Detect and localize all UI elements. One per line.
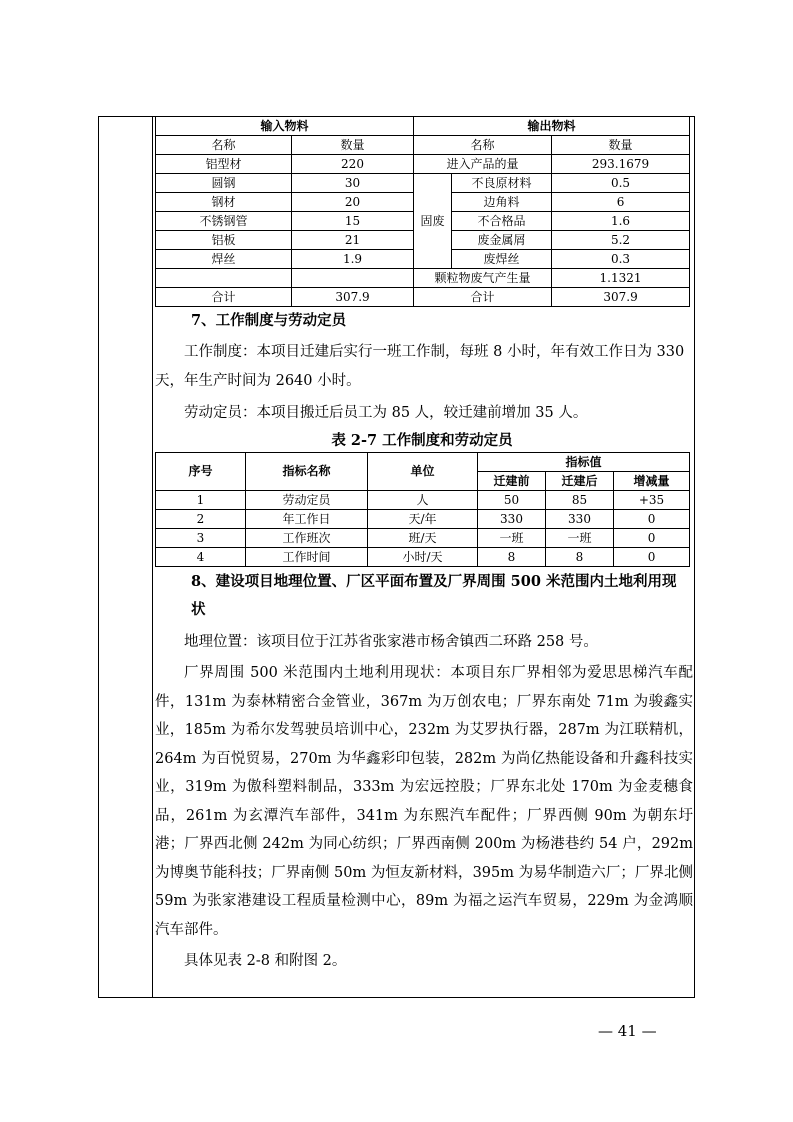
out-col-name: 名称 xyxy=(414,136,552,155)
in-name: 焊丝 xyxy=(156,250,292,269)
total-out-label: 合计 xyxy=(414,288,552,307)
frame-divider xyxy=(152,116,153,998)
section7-heading: 7、工作制度与劳动定员 xyxy=(191,312,347,329)
h-value: 指标值 xyxy=(478,452,690,471)
row-change: 0 xyxy=(614,509,690,528)
section8-heading: 8、建设项目地理位置、厂区平面布置及厂界周围 500 米范围内土地利用现状 xyxy=(191,572,677,618)
out-qty: 1.6 xyxy=(552,212,690,231)
out-qty: 0.5 xyxy=(552,174,690,193)
row-unit: 人 xyxy=(368,490,478,509)
in-name xyxy=(156,269,292,288)
row-change: 0 xyxy=(614,528,690,547)
solid-waste-group: 固废 xyxy=(414,174,452,269)
table-row xyxy=(156,547,690,566)
row-name: 年工作日 xyxy=(246,509,368,528)
row-after: 一班 xyxy=(546,528,614,547)
row-after: 8 xyxy=(546,547,614,566)
section8-para2: 厂界周围 500 米范围内土地利用现状：本项目东厂界相邻为爱思思梯汽车配件，131m 为泰林精密合金管业，367m 为万创农电；厂界东南处 71m 为骏鑫实业，185m 为希尔发驾驶员培训中心，232m 为艾罗执行器，287m 为江联精机，264m 为百悦贸易，270m 为华鑫彩印包装，282m 为尚亿热能设备和升鑫科技实业，319m 为傲科塑料制品，333m 为宏远控股；厂界东北处 170m 为金麦穗食品，261m 为玄潭汽车部件，341m 为东熙汽车配件；厂界西侧 90m 为朝东圩港；厂界西北侧 242m 为同心纺织；厂界西南侧 200m 为杨港巷约 54 户，292m 为博奥节能科技；厂界南侧 50m 为恒友新材料，395m 为易华制造六厂；厂界北侧 59m 为张家港建设工程质量检测中心，89m 为福之运汽车贸易，229m 为金鸿顺汽车部件。 xyxy=(155,665,693,938)
content-area xyxy=(155,116,693,976)
row-before: 50 xyxy=(478,490,546,509)
row-name: 工作时间 xyxy=(246,547,368,566)
out-col-qty: 数量 xyxy=(552,136,690,155)
row-name: 工作班次 xyxy=(246,528,368,547)
labor-table xyxy=(155,452,690,567)
labor-table-caption: 表 2-7 工作制度和劳动定员 xyxy=(331,431,513,449)
table-row xyxy=(156,509,690,528)
section7-para2: 劳动定员：本项目搬迁后员工为 85 人，较迁建前增加 35 人。 xyxy=(184,405,588,421)
table-row xyxy=(156,155,690,174)
h-unit: 单位 xyxy=(368,452,478,490)
in-qty: 15 xyxy=(292,212,414,231)
out-name: 废金属屑 xyxy=(452,231,552,250)
row-unit: 小时/天 xyxy=(368,547,478,566)
table-row xyxy=(156,490,690,509)
in-qty: 20 xyxy=(292,193,414,212)
row-no: 4 xyxy=(156,547,246,566)
h-change: 增减量 xyxy=(614,471,690,490)
row-unit: 天/年 xyxy=(368,509,478,528)
out-name: 进入产品的量 xyxy=(414,155,552,174)
out-name: 废焊丝 xyxy=(452,250,552,269)
table-row xyxy=(156,528,690,547)
row-after: 85 xyxy=(546,490,614,509)
row-after: 330 xyxy=(546,509,614,528)
in-name: 不锈钢管 xyxy=(156,212,292,231)
row-before: 330 xyxy=(478,509,546,528)
total-in-value: 307.9 xyxy=(292,288,414,307)
input-header: 输入物料 xyxy=(156,117,414,136)
material-balance-table xyxy=(155,116,690,307)
row-no: 1 xyxy=(156,490,246,509)
out-qty: 6 xyxy=(552,193,690,212)
h-after: 迁建后 xyxy=(546,471,614,490)
row-before: 一班 xyxy=(478,528,546,547)
out-name: 边角料 xyxy=(452,193,552,212)
row-no: 3 xyxy=(156,528,246,547)
in-qty: 21 xyxy=(292,231,414,250)
in-name: 钢材 xyxy=(156,193,292,212)
row-change: 0 xyxy=(614,547,690,566)
col-name: 名称 xyxy=(156,136,292,155)
out-name: 不良原材料 xyxy=(452,174,552,193)
row-change: +35 xyxy=(614,490,690,509)
out-qty: 293.1679 xyxy=(552,155,690,174)
row-unit: 班/天 xyxy=(368,528,478,547)
total-in-label: 合计 xyxy=(156,288,292,307)
out-qty: 0.3 xyxy=(552,250,690,269)
col-qty: 数量 xyxy=(292,136,414,155)
out-qty: 5.2 xyxy=(552,231,690,250)
h-name: 指标名称 xyxy=(246,452,368,490)
section8-para1: 地理位置：该项目位于江苏省张家港市杨舍镇西二环路 258 号。 xyxy=(184,633,598,650)
out-name: 颗粒物废气产生量 xyxy=(414,269,552,288)
out-name: 不合格品 xyxy=(452,212,552,231)
in-qty: 30 xyxy=(292,174,414,193)
table-row xyxy=(156,269,690,288)
output-header: 输出物料 xyxy=(414,117,690,136)
in-name: 圆钢 xyxy=(156,174,292,193)
in-name: 铝型材 xyxy=(156,155,292,174)
page-number-text: — 41 — xyxy=(598,1022,657,1040)
in-qty: 1.9 xyxy=(292,250,414,269)
section8-para3: 具体见表 2-8 和附图 2。 xyxy=(184,953,347,969)
total-row xyxy=(156,288,690,307)
total-out-value: 307.9 xyxy=(552,288,690,307)
in-qty: 220 xyxy=(292,155,414,174)
h-no: 序号 xyxy=(156,452,246,490)
in-name: 铝板 xyxy=(156,231,292,250)
in-qty xyxy=(292,269,414,288)
row-no: 2 xyxy=(156,509,246,528)
row-name: 劳动定员 xyxy=(246,490,368,509)
h-before: 迁建前 xyxy=(478,471,546,490)
out-qty: 1.1321 xyxy=(552,269,690,288)
row-before: 8 xyxy=(478,547,546,566)
section7-para1: 工作制度：本项目迁建后实行一班工作制，每班 8 小时，年有效工作日为 330 天，年生产时间为 2640 小时。 xyxy=(155,344,685,389)
table-row xyxy=(156,174,690,193)
